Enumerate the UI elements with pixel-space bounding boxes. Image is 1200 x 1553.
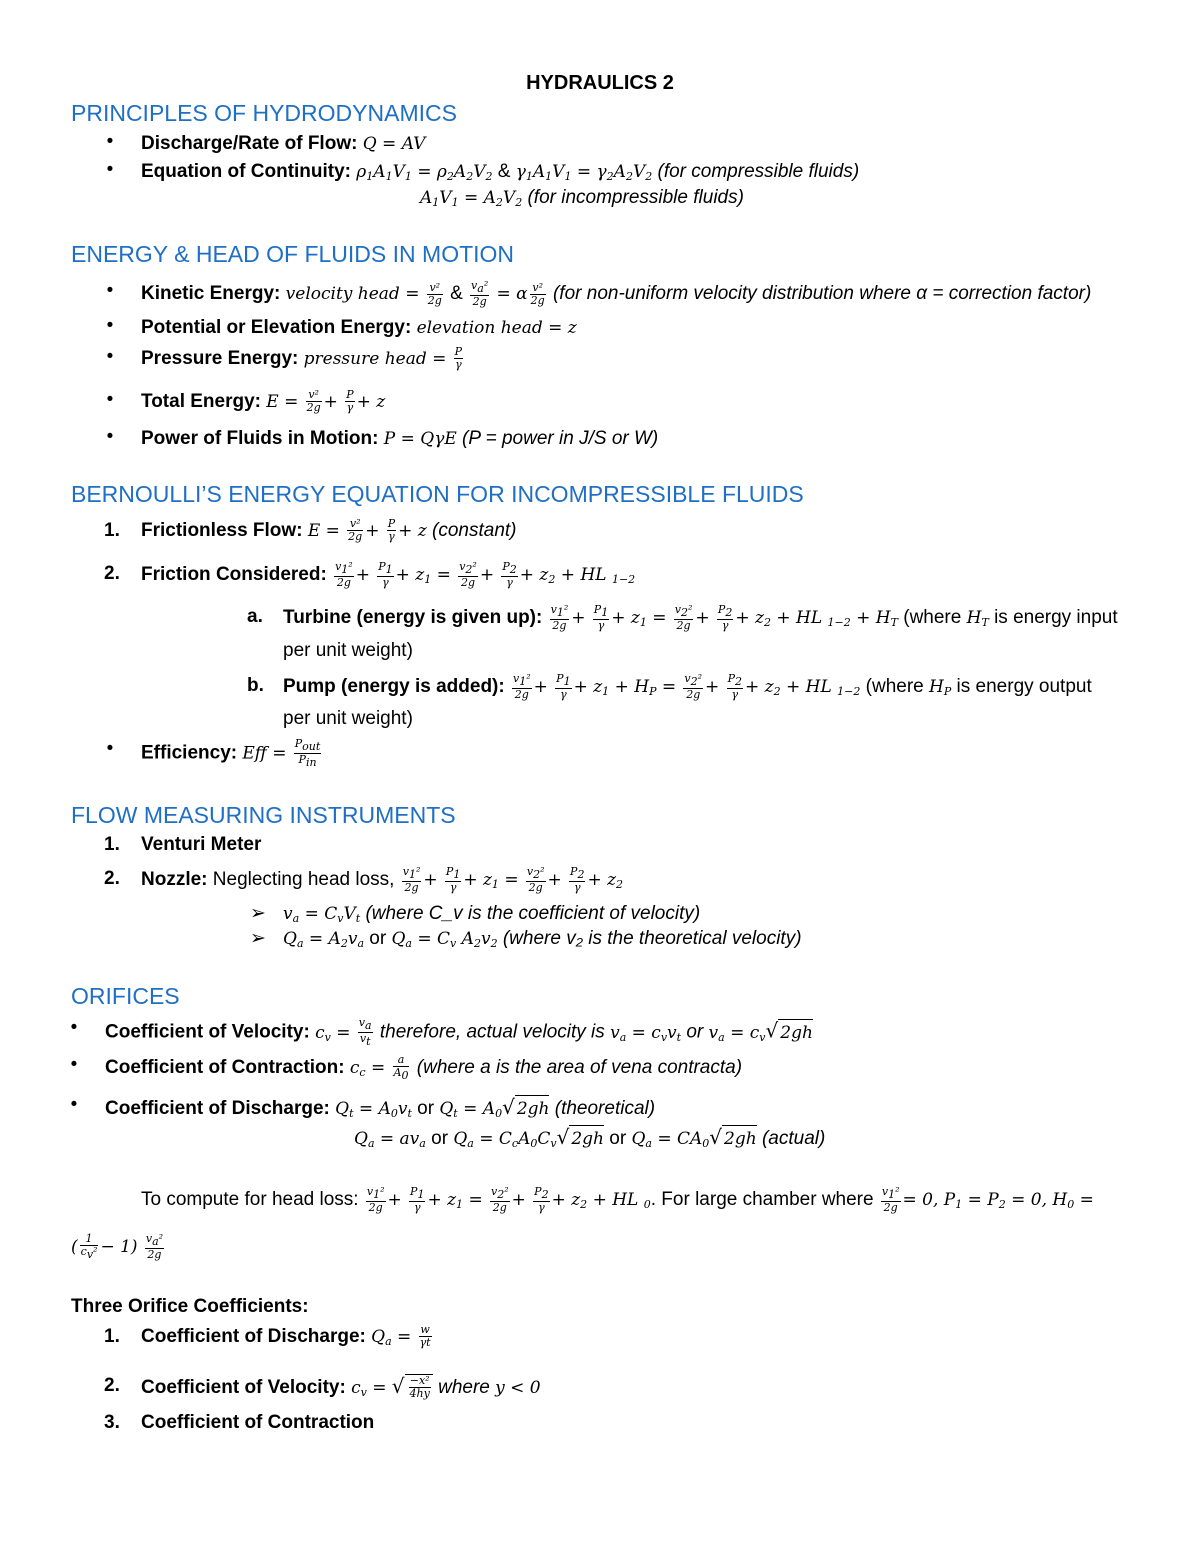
bullet: • <box>106 159 114 180</box>
head-loss-text: To compute for head loss: <box>141 1189 359 1211</box>
cc-label: Coefficient of Contraction: <box>105 1057 345 1079</box>
va-item: $v_a = C_vV_t$ (where C_v is the coefficient of velocity) <box>283 903 701 925</box>
bullet: • <box>106 280 114 301</box>
list-number: 2. <box>104 868 120 889</box>
efficiency-item: Efficiency: Eff = $\frac{\text{Pout}}{\text{Pin}}$ <box>141 737 321 769</box>
potential-label: Potential or Elevation Energy: <box>141 317 412 338</box>
continuity-item: Equation of Continuity: $\rho_1A_1V_1 = \rho_2A_2V_2$ & $\gamma_1A_1V_1 = \gamma_2A_2V_2$ (for compressible fluids) <box>141 161 860 183</box>
pump-label: Pump (energy is added): <box>283 676 505 698</box>
potential-item: Potential or Elevation Energy: elevation head = z <box>141 317 577 338</box>
bullet: • <box>70 1017 78 1038</box>
friction-label: Friction Considered: <box>141 564 327 586</box>
coef-discharge-label: Coefficient of Discharge: <box>141 1326 366 1347</box>
power-label: Power of Fluids in Motion: <box>141 428 379 449</box>
bullet: • <box>106 131 114 152</box>
friction-item: Friction Considered: $\frac{\text{v1²}}{2g}$ + $\frac{P1}{\gamma}$ + $z_1$ = $\frac{\text{v2²}}{2g}$ + $\frac{P2}{\gamma}$ + $z_2$ + HL $_{1-2}$ <box>141 560 636 589</box>
list-number: 1. <box>104 834 120 855</box>
nozzle-item: Nozzle: Neglecting head loss, $\frac{\text{v1²}}{2g}$ + $\frac{P1}{\gamma}$ + $z_1$ = $\frac{\text{v2²}}{2g}$ + $\frac{P2}{\gamma}$ + $z_2$ <box>141 865 624 894</box>
pump-item: Pump (energy is added): $\frac{\text{v1²}}{2g}$ + $\frac{P1}{\gamma}$ + $z_1 + H_P$ = $\frac{\text{v2²}}{2g}$ + $\frac{P2}{\gamma}$ + $z_2$ + HL $_{1-2}$ (where $H_P$ is energy output <box>283 672 1092 701</box>
section-heading-orifices: ORIFICES <box>71 983 180 1009</box>
venturi-meter-item: Venturi Meter <box>141 834 262 855</box>
or-text: or <box>417 1098 435 1119</box>
actual-note: (actual) <box>761 1128 826 1149</box>
nozzle-label: Nozzle: <box>141 869 208 891</box>
compressible-note: (for compressible fluids) <box>657 161 860 182</box>
kinetic-item: Kinetic Energy: velocity head = $\frac{\text{v²}}{2g}$ & $\frac{\text{va²}}{2g}$ = α $\frac{\text{v²}}{2g}$ (for non-uniform velocity distribution where α = correction factor) <box>141 279 1092 308</box>
per-unit-weight-text: per unit weight) <box>283 708 413 729</box>
list-number: 2. <box>104 1375 120 1396</box>
section-heading-instruments: FLOW MEASURING INSTRUMENTS <box>71 802 456 828</box>
bullet: • <box>106 315 114 336</box>
turbine-label: Turbine (energy is given up): <box>283 607 543 629</box>
pressure-item: Pressure Energy: pressure head = $\frac{P}{\gamma}$ <box>141 345 463 372</box>
theoretical-note: (theoretical) <box>554 1098 656 1119</box>
pump-note-pre: (where <box>865 676 924 698</box>
coef-discharge-item: Coefficient of Discharge: $Q_a$ = $\frac{w}{\gamma t}$ <box>141 1323 431 1350</box>
actual-discharge-line: $Q_a = av_a$ or $Q_a = C_cA_0C_v√$ 2gh or $Q_a = CA_0√$ 2gh (actual) <box>354 1125 826 1150</box>
kinetic-note: (for non-uniform velocity distribution where α = correction factor) <box>552 283 1092 305</box>
document-title: HYDRAULICS 2 <box>526 72 674 94</box>
three-coefficients-title: Three Orifice Coefficients: <box>71 1296 309 1317</box>
discharge-item: Discharge/Rate of Flow: Q = AV <box>141 133 426 154</box>
or-text: or <box>686 1021 704 1043</box>
section-heading-hydrodynamics: PRINCIPLES OF HYDRODYNAMICS <box>71 100 457 126</box>
list-number: 3. <box>104 1412 120 1433</box>
bullet: • <box>70 1054 78 1075</box>
nozzle-text: Neglecting head loss, <box>212 869 395 891</box>
or-text: or <box>609 1128 627 1149</box>
arrow-bullet: ➢ <box>250 928 266 949</box>
bullet: • <box>106 389 114 410</box>
pump-note-post: is energy output <box>956 676 1092 698</box>
coef-velocity-label: Coefficient of Velocity: <box>141 1377 346 1398</box>
power-note: (P = power in J/S or W) <box>462 428 659 449</box>
list-number: 2. <box>104 563 120 584</box>
bullet: • <box>106 346 114 367</box>
constant-note: (constant) <box>432 520 517 541</box>
orifice-cc-item: Coefficient of Contraction: $c_c$ = $\frac{a}{A0}$ (where a is the area of vena contracta) <box>105 1053 743 1082</box>
qa-item: $Q_a = A_2v_a$ or $Q_a = C_v$ $A_2v_2$ (where v₂ is the theoretical velocity) <box>283 928 802 950</box>
turbine-note-post: is energy input <box>994 607 1118 629</box>
cd-label: Coefficient of Discharge: <box>105 1098 330 1119</box>
bullet: • <box>106 738 114 759</box>
arrow-bullet: ➢ <box>250 903 266 924</box>
coef-contraction-item: Coefficient of Contraction <box>141 1412 375 1433</box>
turbine-item: Turbine (energy is given up): $\frac{\text{v1²}}{2g}$ + $\frac{P1}{\gamma}$ + $z_1$ = $\frac{\text{v2²}}{2g}$ + $\frac{P2}{\gamma}$ + $z_2$ + HL $_{1-2} + H_T$ (where $H_T$ is energy input <box>283 603 1118 632</box>
discharge-label: Discharge/Rate of Flow: <box>141 133 358 154</box>
cc-note: (where a is the area of vena contracta) <box>416 1057 743 1079</box>
list-letter: b. <box>247 675 264 696</box>
cv-label: Coefficient of Velocity: <box>105 1021 310 1043</box>
per-unit-weight-text: per unit weight) <box>283 640 413 661</box>
frictionless-label: Frictionless Flow: <box>141 520 303 541</box>
or-text: or <box>431 1128 449 1149</box>
cv-text: therefore, actual velocity is <box>379 1021 605 1043</box>
or-text: or <box>369 928 387 949</box>
section-heading-bernoulli: BERNOULLI’S ENERGY EQUATION FOR INCOMPRESSIBLE FLUIDS <box>71 481 804 507</box>
list-letter: a. <box>247 606 263 627</box>
incompressible-line: $A_1V_1 = A_2V_2$ (for incompressible fluids) <box>420 187 744 209</box>
qa-note: (where v₂ is the theoretical velocity) <box>502 928 802 949</box>
where-text: where <box>438 1377 490 1398</box>
orifice-cd-item: Coefficient of Discharge: $Q_t = A_0v_t$ or $Q_t = A_0√$ 2gh (theoretical) <box>105 1095 656 1120</box>
orifice-cv-item: Coefficient of Velocity: $c_v$ = $\frac{va}{vt}$ therefore, actual velocity is $v_a = c_vv_t$ or $v_a = c_v√$ 2gh <box>105 1016 813 1048</box>
kinetic-label: Kinetic Energy: <box>141 283 281 305</box>
total-label: Total Energy: <box>141 391 261 412</box>
pressure-label: Pressure Energy: <box>141 348 299 369</box>
incompressible-note: (for incompressible fluids) <box>527 187 744 208</box>
continuity-label: Equation of Continuity: <box>141 161 352 182</box>
turbine-note-pre: (where <box>903 607 962 629</box>
frictionless-item: Frictionless Flow: E = $\frac{\text{v²}}{2g}$ + $\frac{P}{\gamma}$ + z (constant) <box>141 517 517 544</box>
head-loss-formula: ( $\frac{1}{\text{cv²}}$ − 1) $\frac{\text{va²}}{2g}$ <box>71 1232 164 1261</box>
list-number: 1. <box>104 520 120 541</box>
head-loss-line: To compute for head loss: $\frac{\text{v1²}}{2g}$ + $\frac{P1}{\gamma}$ + $z_1$ = $\frac{\text{v2²}}{2g}$ + $\frac{P2}{\gamma}$ + $z_2$ + HL $_0$. For large chamber where $\frac{\text{v1²}}{2g}$ = 0, $P_1 = P_2 = 0$, $H_0$ = <box>141 1185 1094 1214</box>
section-heading-energy: ENERGY & HEAD OF FLUIDS IN MOTION <box>71 241 515 267</box>
va-note: (where C_v is the coefficient of velocity) <box>365 903 701 924</box>
bullet: • <box>70 1094 78 1115</box>
total-energy-item: Total Energy: E = $\frac{\text{v²}}{2g}$ + $\frac{P}{\gamma}$ + z <box>141 388 386 415</box>
large-chamber-text: . For large chamber where <box>650 1189 874 1211</box>
coef-velocity-item: Coefficient of Velocity: $c_v$ = √ $\frac{\text{−x²}}{4hy}$ where y < 0 <box>141 1374 541 1401</box>
bullet: • <box>106 426 114 447</box>
list-number: 1. <box>104 1326 120 1347</box>
efficiency-label: Efficiency: <box>141 742 238 764</box>
power-item: Power of Fluids in Motion: P = QγE (P = power in J/S or W) <box>141 428 659 449</box>
